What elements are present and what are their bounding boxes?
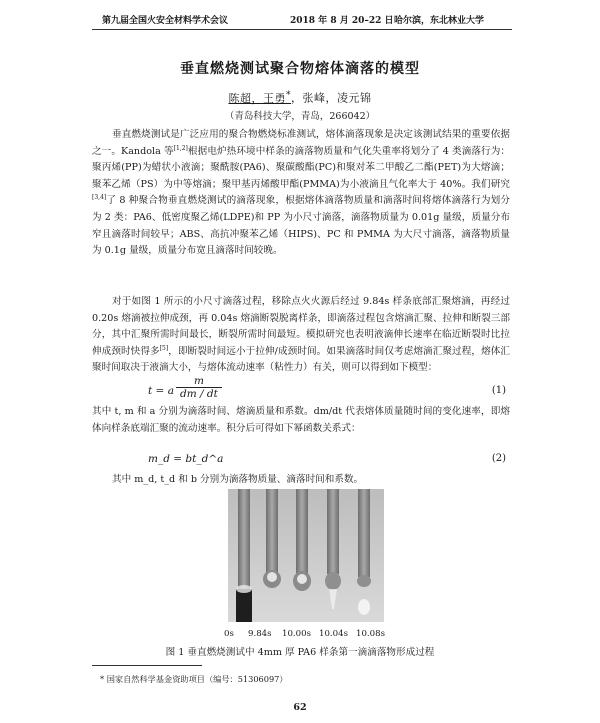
- time-label-2: 10.00s: [282, 629, 312, 639]
- equation-1: [92, 376, 510, 406]
- conference-place: 哈尔滨，东北林业大学: [394, 16, 485, 26]
- funding-footnote: * 国家自然科学基金资助项目（编号：51306097）: [100, 674, 288, 684]
- drip-sequence-image: [228, 489, 384, 622]
- equation-2: [92, 444, 510, 474]
- paragraph-1-part-c: 了 8 种聚合物垂直燃烧测试的滴落现象，根据熔体滴落物质量和滴落时间将熔体滴落行为划分为 2 类：PA6、低密度聚乙烯(LDPE)和 PP 为小尺寸滴落，滴落物质量为 0.01g 量级，质量分布窄且滴落时间较早；ABS、高抗冲聚苯乙烯（HIPS)、PC 和 PMMA 为大尺寸滴落，滴落物质量为 0.1g 量级，质量分布宽且滴落时间较晚。: [92, 195, 510, 257]
- time-label-0: 0s: [224, 629, 234, 639]
- figure-time-labels: [218, 629, 393, 641]
- frame-0s: [236, 489, 252, 622]
- equation-1-denominator: dm / dt: [176, 387, 222, 400]
- equation-1-fraction: [176, 375, 222, 400]
- author-others: ，张峰，凌元锦: [291, 91, 372, 105]
- paragraph-1-part-b: 根据电炉热环境中样条的滴落物质量和气化失重率将划分了 4 类滴落行为：聚丙烯(PP)为蜡状小液滴；聚酰胺(PA6)、聚碳酸酯(PC)和聚对苯二甲酸乙二酯(PET)为大熔滴；聚苯乙烯（PS）为中等熔滴；聚甲基丙烯酸甲酯(PMMA)为小液滴且气化率大于 40%。我们研究: [92, 145, 511, 190]
- paragraph-2-part-b: ，即断裂时间远小于拉伸/成颈时间。如果滴落时间仅考虑熔滴汇聚过程，熔体汇聚时间取决于液滴大小，与熔体流动速率（粘性力）有关，则可以得到如下模型：: [92, 345, 511, 374]
- paragraph-2: [92, 294, 510, 377]
- text-after-equation-2: 其中 m_d, t_d 和 b 分别为滴落物质量、滴落时间和系数。: [112, 474, 364, 485]
- equation-1-numerator: m: [193, 375, 204, 387]
- citation-3-4: [3,4]: [92, 194, 107, 202]
- running-header: [92, 11, 512, 27]
- paragraph-2-part-a: 对于如图 1 所示的小尺寸滴落过程，移除点火火源后经过 9.84s 样条底部汇聚熔滴，再经过 0.20s 熔滴被拉伸成颈，再 0.04s 熔滴断裂脱离样条，即滴落过程包含熔滴汇聚、拉伸和断裂三部分，其中汇聚所需时间最长，断裂所需时间最短。模拟研究也表明液滴伸长速率在临近断裂时比拉伸成颈时快得多: [92, 296, 510, 357]
- paper-title: 垂直燃烧测试聚合物熔体滴落的模型: [180, 61, 420, 77]
- paragraph-1-part-a: 垂直燃烧测试是广泛应用的聚合物燃烧标准测试，熔体滴落现象是决定该测试结果的重要依据之一。Kandola 等: [92, 129, 510, 157]
- time-label-3: 10.04s: [319, 629, 349, 639]
- time-label-1: 9.84s: [248, 629, 272, 639]
- author-line: [0, 89, 600, 106]
- author-primary-names: 陈超，王勇: [228, 91, 286, 105]
- header-rule: [92, 29, 512, 30]
- conference-date: 2018 年 8 月 20–22 日: [290, 16, 394, 26]
- equation-1-lhs: t = a: [148, 385, 174, 397]
- equation-1-number: (1): [491, 385, 506, 396]
- time-label-4: 10.08s: [356, 629, 386, 639]
- paragraph-1: [92, 127, 510, 260]
- citation-5: [5]: [159, 344, 169, 352]
- figure-1-photo-strip: [228, 489, 384, 622]
- text-after-equation-1: 其中 t, m 和 a 分别为滴落时间、熔滴质量和系数。dm/dt 代表熔体质量随时间的变化速率，即熔体向样条底端汇聚的流动速率。积分后可得如下幂函数关系式：: [92, 406, 510, 434]
- footnote-rule: [92, 665, 202, 666]
- figure-1-caption: 图 1 垂直燃烧测试中 4mm 厚 PA6 样条第一滴滴落物形成过程: [165, 647, 435, 658]
- equation-2-number: (2): [491, 453, 506, 464]
- conference-name: 第九届全国火安全材料学术会议: [102, 16, 229, 26]
- author-primary: [228, 89, 292, 105]
- page-number: 62: [293, 702, 307, 713]
- citation-1-2: [1,2]: [173, 144, 188, 152]
- corresponding-mark: *: [285, 89, 292, 100]
- affiliation: （青岛科技大学，青岛，266042）: [224, 111, 376, 122]
- equation-2-expression: m_d = bt_d^a: [148, 453, 224, 465]
